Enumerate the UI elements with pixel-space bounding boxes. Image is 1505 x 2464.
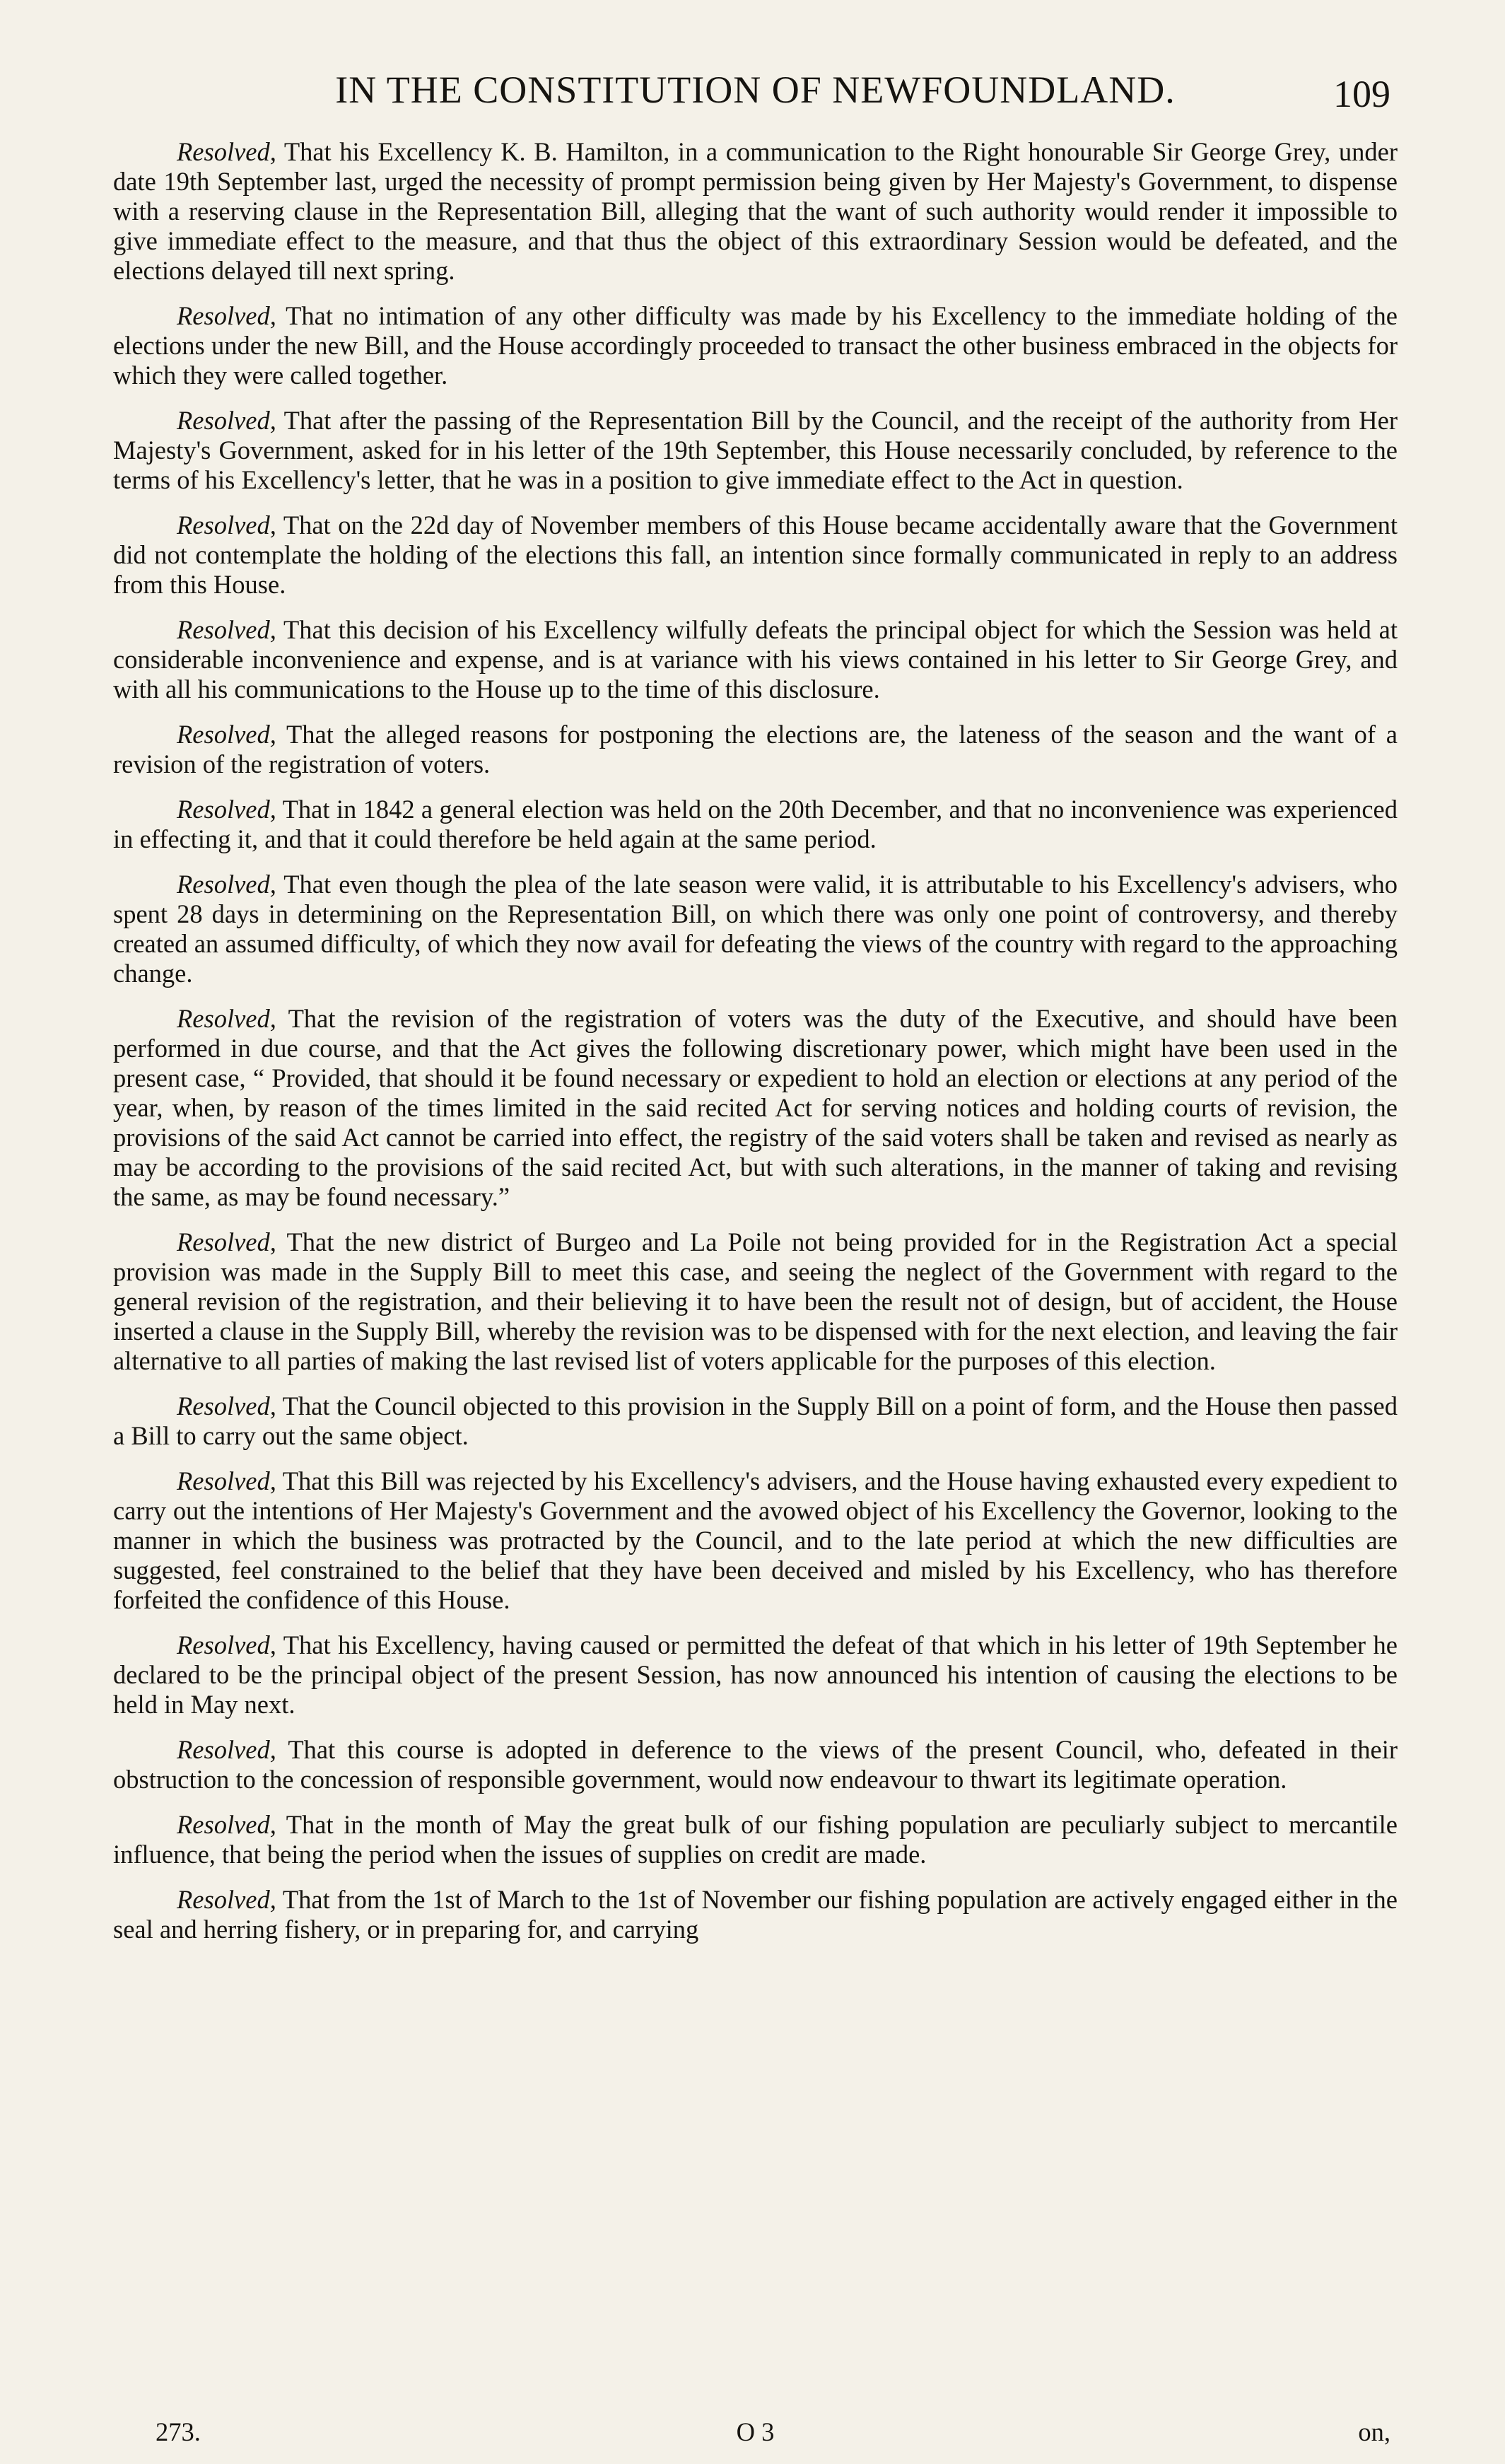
document-body <box>113 137 1398 1944</box>
resolution-text: That his Excellency, having caused or permitted the defeat of that which in his letter of 19th September he declared to be the principal object of the present Session, has now announced his intention of causing the elections to be held in May next. <box>113 1630 1398 1719</box>
resolution-text: That no intimation of any other difficulty was made by his Excellency to the immediate holding of the elections under the new Bill, and the House accordingly proceeded to transact the other business embraced in the objects for which they were called together. <box>113 301 1398 390</box>
printer-signature: 273. <box>156 2417 201 2446</box>
resolved-label: Resolved, <box>177 720 276 749</box>
resolution-paragraph <box>113 1810 1398 1869</box>
resolved-label: Resolved, <box>177 1630 276 1659</box>
page-header <box>113 68 1398 124</box>
resolved-label: Resolved, <box>177 615 276 644</box>
running-title: IN THE CONSTITUTION OF NEWFOUNDLAND. <box>335 69 1176 111</box>
resolution-text: That the Council objected to this provision in the Supply Bill on a point of form, and the House then passed a Bill to carry out the same object. <box>113 1391 1398 1450</box>
resolved-label: Resolved, <box>177 510 276 539</box>
resolved-label: Resolved, <box>177 406 276 435</box>
resolution-paragraph <box>113 720 1398 779</box>
resolved-label: Resolved, <box>177 1885 276 1914</box>
page-number: 109 <box>1333 73 1390 115</box>
resolved-label: Resolved, <box>177 137 276 166</box>
resolution-paragraph <box>113 795 1398 854</box>
resolved-label: Resolved, <box>177 1227 276 1256</box>
resolution-text: That in the month of May the great bulk of our fishing population are peculiarly subject to mercantile influence, that being the period when the issues of supplies on credit are made. <box>113 1810 1398 1869</box>
resolution-text: That the revision of the registration of voters was the duty of the Executive, and should have been performed in due course, and that the Act gives the following discretionary power, which might have been used in the present case, “ Provided, that should it be found necessary or expedient to hold an election or elections at any period of the year, when, by reason of the times limited in the said recited Act for serving notices and holding courts of revision, the provisions of the said Act cannot be carried into effect, the registry of the said voters shall be taken and revised as nearly as may be according to the provisions of the said recited Act, but with such alterations, in the manner of taking and revising the same, as may be found necessary.” <box>113 1004 1398 1211</box>
page-footer <box>113 2417 1398 2452</box>
resolved-label: Resolved, <box>177 870 276 899</box>
resolution-paragraph <box>113 1735 1398 1794</box>
resolution-text: That in 1842 a general election was held on the 20th December, and that no inconvenience was experienced in effecting it, and that it could therefore be held again at the same period. <box>113 795 1398 853</box>
resolution-text: That this course is adopted in deference to the views of the present Council, who, defeated in their obstruction to the concession of responsible government, would now endeavour to thwart its legitimate operation. <box>113 1735 1398 1794</box>
resolved-label: Resolved, <box>177 795 276 824</box>
resolved-label: Resolved, <box>177 301 276 330</box>
resolution-paragraph <box>113 406 1398 495</box>
resolution-text: That on the 22d day of November members of this House became accidentally aware that the Government did not contemplate the holding of the elections this fall, an intention since formally communicated in reply to an address from this House. <box>113 510 1398 599</box>
resolution-paragraph <box>113 1004 1398 1212</box>
resolution-paragraph <box>113 510 1398 600</box>
resolution-paragraph <box>113 137 1398 286</box>
resolved-label: Resolved, <box>177 1810 276 1839</box>
resolved-label: Resolved, <box>177 1466 276 1495</box>
resolution-text: That this Bill was rejected by his Excellency's advisers, and the House having exhausted every expedient to carry out the intentions of Her Majesty's Government and the avowed object of his Excellency the Governor, looking to the manner in which the business was protracted by the Council, and to the late period at which the new difficulties are suggested, feel constrained to the belief that they have been deceived and misled by his Excellency, who has therefore forfeited the confidence of this House. <box>113 1466 1398 1614</box>
resolved-label: Resolved, <box>177 1004 276 1033</box>
gathering-mark: O 3 <box>736 2417 775 2446</box>
resolution-text: That this decision of his Excellency wilfully defeats the principal object for which the Session was held at considerable inconvenience and expense, and is at variance with his views contained in his letter to Sir George Grey, and with all his communications to the House up to the time of this disclosure. <box>113 615 1398 703</box>
resolution-paragraph <box>113 615 1398 704</box>
catchword: on, <box>1358 2417 1390 2446</box>
resolved-label: Resolved, <box>177 1391 276 1420</box>
resolution-text: That even though the plea of the late season were valid, it is attributable to his Excellency's advisers, who spent 28 days in determining on the Representation Bill, on which there was only one point of controversy, and thereby created an assumed difficulty, of which they now avail for defeating the views of the country with regard to the approaching change. <box>113 870 1398 988</box>
resolution-paragraph <box>113 301 1398 390</box>
resolution-paragraph <box>113 1885 1398 1944</box>
resolution-paragraph <box>113 1391 1398 1451</box>
resolution-text: That after the passing of the Representation Bill by the Council, and the receipt of the authority from Her Majesty's Government, asked for in his letter of the 19th September, this House necessarily concluded, by reference to the terms of his Excellency's letter, that he was in a position to give immediate effect to the Act in question. <box>113 406 1398 494</box>
resolution-text: That the alleged reasons for postponing the elections are, the lateness of the season and the want of a revision of the registration of voters. <box>113 720 1398 778</box>
resolution-paragraph <box>113 1466 1398 1615</box>
resolution-paragraph <box>113 1630 1398 1719</box>
resolution-text: That the new district of Burgeo and La Poile not being provided for in the Registration Act a special provision was made in the Supply Bill to meet this case, and seeing the neglect of the Government with regard to the general revision of the registration, and their believing it to have been the result not of design, but of accident, the House inserted a clause in the Supply Bill, whereby the revision was to be dispensed with for the next election, and leaving the fair alternative to all parties of making the last revised list of voters applicable for the purposes of this election. <box>113 1227 1398 1375</box>
resolution-text: That his Excellency K. B. Hamilton, in a communication to the Right honourable Sir George Grey, under date 19th September last, urged the necessity of prompt permission being given by Her Majesty's Government, to dispense with a reserving clause in the Representation Bill, alleging that the want of such authority would render it impossible to give immediate effect to the measure, and that thus the object of this extraordinary Session would be defeated, and the elections delayed till next spring. <box>113 137 1398 285</box>
resolution-text: That from the 1st of March to the 1st of November our fishing population are actively engaged either in the seal and herring fishery, or in preparing for, and carrying <box>113 1885 1398 1944</box>
resolved-label: Resolved, <box>177 1735 276 1764</box>
resolution-paragraph <box>113 1227 1398 1376</box>
resolution-paragraph <box>113 870 1398 988</box>
